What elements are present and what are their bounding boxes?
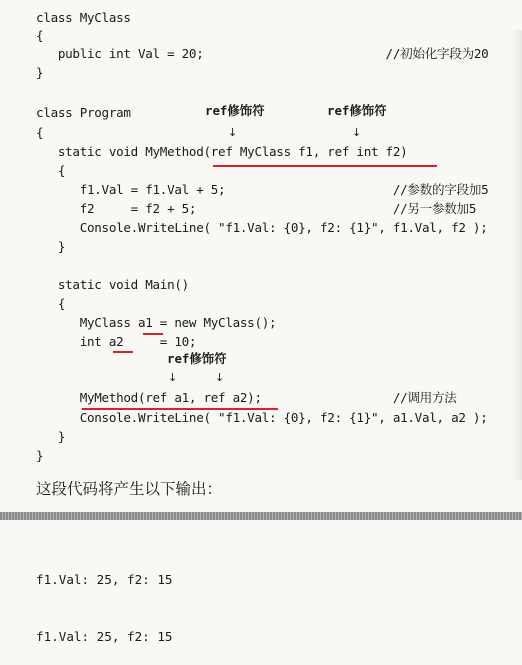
code-line-3: public int Val = 20; //初始化字段为20 xyxy=(36,46,489,61)
code-line-20: MyMethod(ref a1, ref a2); //调用方法 xyxy=(36,390,457,405)
arrow-down-icon: ↓ xyxy=(352,126,362,139)
divider-bar xyxy=(0,512,522,520)
ref-modifier-label-1: ref修饰符 xyxy=(205,103,265,118)
ref-params-underline xyxy=(213,165,437,167)
arrow-down-icon: ↓ xyxy=(215,371,225,384)
code-line-21: Console.WriteLine( "f1.Val: {0}, f2: {1}", a1.Val, a2 ); xyxy=(36,410,488,425)
code-line-6: class Program xyxy=(36,105,131,120)
code-line-12: Console.WriteLine( "f1.Val: {0}, f2: {1}", f1.Val, f2 ); xyxy=(36,220,488,235)
page-edge-shadow xyxy=(510,30,522,480)
code-line-2: { xyxy=(36,28,44,43)
code-line-17: MyClass a1 = new MyClass(); xyxy=(36,315,277,330)
code-line-8: static void MyMethod(ref MyClass f1, ref int f2) xyxy=(36,144,408,159)
output-line-1: f1.Val: 25, f2: 15 xyxy=(36,572,173,587)
code-line-13: } xyxy=(36,239,66,254)
code-line-16: { xyxy=(36,296,66,311)
code-line-1: class MyClass xyxy=(36,10,131,25)
code-line-4: } xyxy=(36,65,44,80)
a2-underline xyxy=(113,351,133,353)
program-output xyxy=(36,532,172,665)
ref-modifier-label-3: ref修饰符 xyxy=(167,351,227,366)
code-line-9: { xyxy=(36,163,66,178)
arrow-down-icon: ↓ xyxy=(168,371,178,384)
ref-modifier-label-2: ref修饰符 xyxy=(327,103,387,118)
code-line-22: } xyxy=(36,429,66,444)
code-line-11: f2 = f2 + 5; //另一参数加5 xyxy=(36,201,477,216)
code-line-10: f1.Val = f1.Val + 5; //参数的字段加5 xyxy=(36,182,489,197)
arrow-down-icon: ↓ xyxy=(228,126,238,139)
output-line-2: f1.Val: 25, f2: 15 xyxy=(36,629,173,644)
code-line-23: } xyxy=(36,448,44,463)
code-line-18: int a2 = 10; xyxy=(36,334,197,349)
code-line-7: { xyxy=(36,125,44,140)
code-line-15: static void Main() xyxy=(36,277,189,292)
output-intro-text: 这段代码将产生以下输出： xyxy=(36,480,223,498)
